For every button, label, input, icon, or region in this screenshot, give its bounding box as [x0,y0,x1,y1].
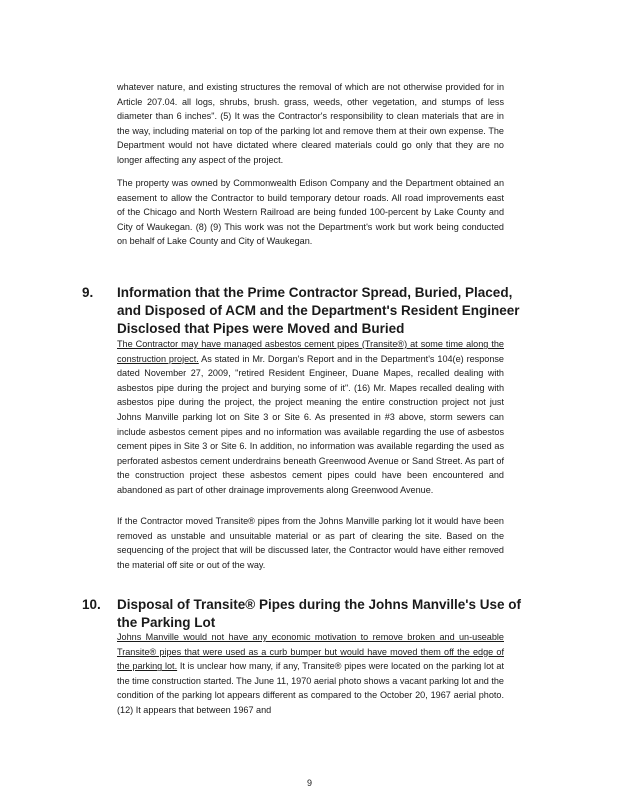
property-paragraph: The property was owned by Commonwealth Edison Company and the Department obtained an easement to allow the Contractor to build temporary detour roads. All road improvements east of the Chicago and North Western Railroad are being funded 100-percent by Lake County and City of Waukegan. (8) (9) This work was not the Department's work but work being conducted on behalf of Lake County and City of Waukegan. [117,178,504,247]
section-9-paragraph [117,337,504,498]
section-9-underlined-text: The Contractor may have managed asbestos cement pipes (Transite®) at some time along the construction project. [117,339,504,364]
section-9-heading: Information that the Prime Contractor Spread, Buried, Placed, and Disposed of ACM and the Department's Resident Engineer Disclosed that Pipes were Moved and Buried [117,285,520,336]
section-10-body-text: It is unclear how many, if any, Transite® pipes were located on the parking lot at the time construction started. The June 11, 1970 aerial photo shows a vacant parking lot and the condition of the parking lot appears different as compared to the October 20, 1967 aerial photo. (12) It appears that between 1967 and [117,661,504,715]
section-10-paragraph [117,630,504,718]
page-number: 9 [306,778,312,788]
section-9-number: 9. [82,285,94,300]
section-10-heading: Disposal of Transite® Pipes during the Johns Manville's Use of the Parking Lot [117,597,521,630]
section-10-underlined-text: Johns Manville would not have any economic motivation to remove broken and un-useable Transite® pipes that were used as a curb bumper but would have moved them off the edge of the parking lot. [117,632,504,672]
intro-paragraph: whatever nature, and existing structures the removal of which are not otherwise provided for in Article 207.04. all logs, shrubs, brush. grass, weeds, other vegetation, and stumps of less diameter than 6 inches". (5) It was the Contractor's responsibility to clean materials that are in the way, including material on top of the parking lot and remove them at their own expense. The Department would not have dictated where cleared materials could go only that they are no longer affecting any aspect of the project. [117,82,504,165]
section-9-body-text: As stated in Mr. Dorgan's Report and in the Department's 104(e) response dated November 27, 2009, "retired Resident Engineer, Duane Mapes, recalled dealing with asbestos pipe during the project and burying some of it". (16) Mr. Mapes recalled dealing with asbestos pipe during the project, the project meaning the entire construction project not just Johns Manville parking lot on Site 3 or Site 6. As presented in #3 above, storm sewers can include asbestos cement pipes and no information was available regarding the use of asbestos cement pipes in Site 3 or Site 6. In addition, no information was available regarding the used as perforated asbestos cement underdrains beneath Greenwood Avenue or Sand Street. As part of the construction project these asbestos cement pipes could have been encountered and abandoned as part of other drainage improvements along Greenwood Avenue. [117,353,504,495]
section-10-number: 10. [82,597,101,612]
section-9-paragraph-2: If the Contractor moved Transite® pipes from the Johns Manville parking lot it would have been removed as unstable and unsuitable material or as part of clearing the site. Based on the sequencing of the project that will be discussed later, the Contractor would have either removed the material off site or out of the way. [117,516,504,570]
